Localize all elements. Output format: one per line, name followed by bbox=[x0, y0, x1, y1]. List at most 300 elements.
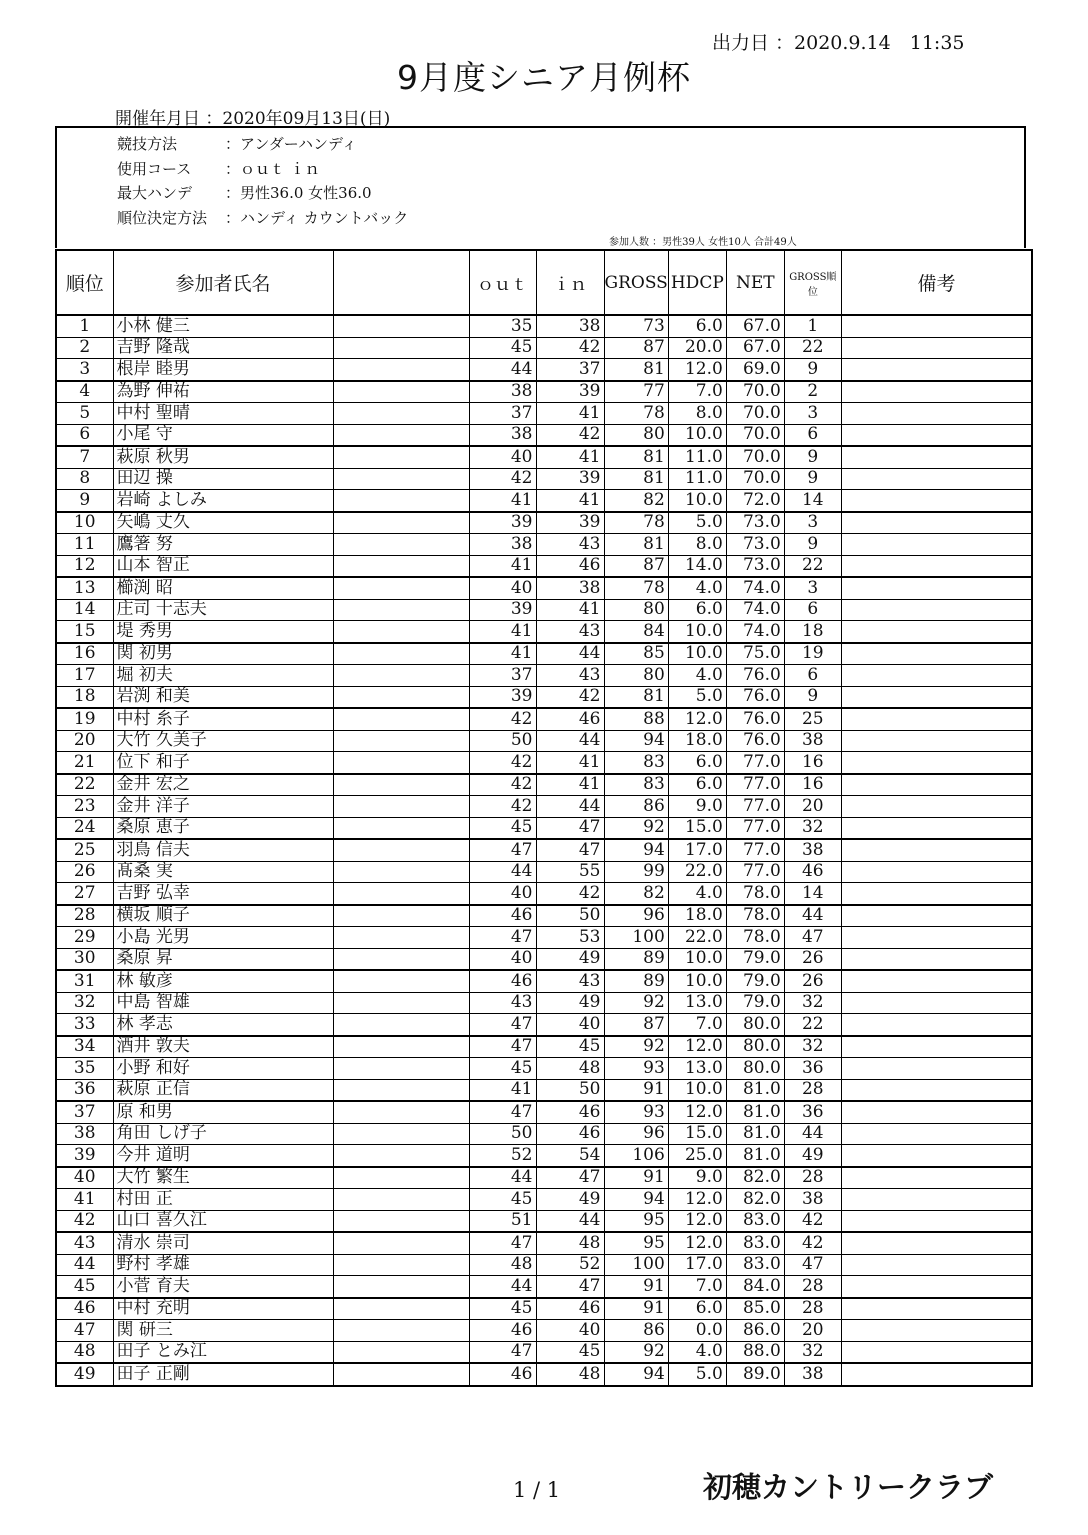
header-hdcp: HDCP bbox=[668, 250, 726, 315]
cell-in: 44 bbox=[536, 730, 604, 752]
table-row bbox=[56, 1058, 1032, 1080]
cell-gross-rank: 32 bbox=[784, 817, 841, 839]
cell-gross-rank: 38 bbox=[784, 1189, 841, 1211]
cell-gross: 94 bbox=[604, 730, 668, 752]
cell-remarks bbox=[841, 1058, 1032, 1080]
header-remarks: 備考 bbox=[841, 250, 1032, 315]
cell-name: 髙桑 実 bbox=[113, 861, 333, 883]
cell-remarks bbox=[841, 708, 1032, 730]
cell-hdcp: 18.0 bbox=[668, 905, 726, 927]
cell-in: 40 bbox=[536, 1320, 604, 1342]
table-row bbox=[56, 752, 1032, 774]
cell-name: 野村 孝雄 bbox=[113, 1254, 333, 1276]
table-row bbox=[56, 839, 1032, 861]
cell-name: 岩崎 よしみ bbox=[113, 490, 333, 512]
cell-remarks bbox=[841, 665, 1032, 687]
cell-name: 山本 智正 bbox=[113, 555, 333, 577]
cell-in: 38 bbox=[536, 577, 604, 599]
cell-gross-rank: 49 bbox=[784, 1145, 841, 1167]
cell-hdcp: 8.0 bbox=[668, 534, 726, 556]
cell-hdcp: 9.0 bbox=[668, 796, 726, 818]
cell-blank bbox=[333, 1123, 469, 1145]
cell-remarks bbox=[841, 555, 1032, 577]
cell-blank bbox=[333, 730, 469, 752]
cell-name: 村田 正 bbox=[113, 1189, 333, 1211]
cell-hdcp: 12.0 bbox=[668, 708, 726, 730]
cell-blank bbox=[333, 796, 469, 818]
cell-gross: 92 bbox=[604, 1341, 668, 1363]
cell-rank: 33 bbox=[56, 1014, 113, 1036]
cell-remarks bbox=[841, 1189, 1032, 1211]
cell-net: 85.0 bbox=[726, 1298, 784, 1320]
cell-remarks bbox=[841, 1254, 1032, 1276]
cell-gross: 96 bbox=[604, 905, 668, 927]
cell-rank: 20 bbox=[56, 730, 113, 752]
cell-rank: 12 bbox=[56, 555, 113, 577]
cell-hdcp: 10.0 bbox=[668, 643, 726, 665]
table-row bbox=[56, 905, 1032, 927]
cell-net: 80.0 bbox=[726, 1058, 784, 1080]
cell-gross: 96 bbox=[604, 1123, 668, 1145]
cell-remarks bbox=[841, 403, 1032, 425]
cell-remarks bbox=[841, 992, 1032, 1014]
cell-net: 74.0 bbox=[726, 577, 784, 599]
cell-rank: 37 bbox=[56, 1101, 113, 1123]
cell-rank: 47 bbox=[56, 1320, 113, 1342]
cell-in: 42 bbox=[536, 424, 604, 446]
cell-in: 47 bbox=[536, 817, 604, 839]
cell-in: 43 bbox=[536, 665, 604, 687]
cell-gross-rank: 28 bbox=[784, 1167, 841, 1189]
info-row-max-handicap bbox=[117, 182, 372, 203]
cell-net: 83.0 bbox=[726, 1210, 784, 1232]
cell-gross: 81 bbox=[604, 446, 668, 468]
cell-name: 鷹箸 努 bbox=[113, 534, 333, 556]
cell-out: 41 bbox=[469, 621, 536, 643]
cell-name: 羽鳥 信夫 bbox=[113, 839, 333, 861]
cell-blank bbox=[333, 1167, 469, 1189]
cell-gross: 89 bbox=[604, 970, 668, 992]
cell-in: 44 bbox=[536, 643, 604, 665]
cell-remarks bbox=[841, 752, 1032, 774]
cell-gross-rank: 20 bbox=[784, 796, 841, 818]
cell-blank bbox=[333, 1036, 469, 1058]
info-row-course bbox=[117, 158, 320, 179]
table-row bbox=[56, 1014, 1032, 1036]
cell-gross: 78 bbox=[604, 403, 668, 425]
table-row bbox=[56, 315, 1032, 337]
cell-gross-rank: 28 bbox=[784, 1276, 841, 1298]
cell-blank bbox=[333, 1079, 469, 1101]
cell-gross: 84 bbox=[604, 621, 668, 643]
cell-rank: 26 bbox=[56, 861, 113, 883]
cell-gross: 106 bbox=[604, 1145, 668, 1167]
club-name: 初穂カントリークラブ bbox=[703, 1470, 994, 1504]
cell-name: 桑原 昇 bbox=[113, 948, 333, 970]
cell-remarks bbox=[841, 861, 1032, 883]
cell-gross-rank: 26 bbox=[784, 970, 841, 992]
cell-gross: 81 bbox=[604, 534, 668, 556]
cell-out: 47 bbox=[469, 1232, 536, 1254]
cell-net: 76.0 bbox=[726, 686, 784, 708]
cell-remarks bbox=[841, 839, 1032, 861]
cell-remarks bbox=[841, 1167, 1032, 1189]
cell-name: 吉野 弘幸 bbox=[113, 883, 333, 905]
cell-gross: 78 bbox=[604, 577, 668, 599]
cell-in: 43 bbox=[536, 534, 604, 556]
cell-net: 75.0 bbox=[726, 643, 784, 665]
cell-net: 70.0 bbox=[726, 446, 784, 468]
table-row bbox=[56, 1276, 1032, 1298]
cell-gross-rank: 36 bbox=[784, 1058, 841, 1080]
cell-rank: 16 bbox=[56, 643, 113, 665]
cell-gross: 88 bbox=[604, 708, 668, 730]
info-row-method bbox=[117, 133, 357, 154]
cell-net: 73.0 bbox=[726, 534, 784, 556]
cell-net: 72.0 bbox=[726, 490, 784, 512]
cell-in: 46 bbox=[536, 555, 604, 577]
cell-name: 萩原 秋男 bbox=[113, 446, 333, 468]
cell-out: 41 bbox=[469, 555, 536, 577]
cell-rank: 18 bbox=[56, 686, 113, 708]
cell-blank bbox=[333, 1320, 469, 1342]
cell-name: 岩渕 和美 bbox=[113, 686, 333, 708]
cell-blank bbox=[333, 1276, 469, 1298]
cell-hdcp: 12.0 bbox=[668, 1101, 726, 1123]
cell-gross: 100 bbox=[604, 1254, 668, 1276]
cell-gross: 93 bbox=[604, 1058, 668, 1080]
cell-remarks bbox=[841, 948, 1032, 970]
cell-rank: 40 bbox=[56, 1167, 113, 1189]
cell-out: 37 bbox=[469, 403, 536, 425]
cell-name: 大竹 久美子 bbox=[113, 730, 333, 752]
cell-gross-rank: 32 bbox=[784, 1341, 841, 1363]
cell-hdcp: 5.0 bbox=[668, 1363, 726, 1386]
cell-blank bbox=[333, 1341, 469, 1363]
cell-gross: 83 bbox=[604, 774, 668, 796]
cell-remarks bbox=[841, 577, 1032, 599]
cell-blank bbox=[333, 1210, 469, 1232]
cell-out: 50 bbox=[469, 1123, 536, 1145]
cell-out: 44 bbox=[469, 359, 536, 381]
cell-name: 堤 秀男 bbox=[113, 621, 333, 643]
cell-gross: 95 bbox=[604, 1232, 668, 1254]
results-body bbox=[56, 315, 1032, 1386]
table-header-row bbox=[56, 250, 1032, 315]
cell-name: 田子 とみ江 bbox=[113, 1341, 333, 1363]
cell-name: 今井 道明 bbox=[113, 1145, 333, 1167]
cell-hdcp: 10.0 bbox=[668, 970, 726, 992]
cell-hdcp: 6.0 bbox=[668, 774, 726, 796]
cell-gross-rank: 42 bbox=[784, 1210, 841, 1232]
cell-name: 小林 健三 bbox=[113, 315, 333, 337]
cell-net: 79.0 bbox=[726, 992, 784, 1014]
cell-rank: 30 bbox=[56, 948, 113, 970]
cell-hdcp: 4.0 bbox=[668, 577, 726, 599]
cell-name: 櫛渕 昭 bbox=[113, 577, 333, 599]
cell-net: 78.0 bbox=[726, 883, 784, 905]
cell-blank bbox=[333, 315, 469, 337]
cell-in: 45 bbox=[536, 1036, 604, 1058]
cell-in: 55 bbox=[536, 861, 604, 883]
cell-remarks bbox=[841, 424, 1032, 446]
table-row bbox=[56, 1232, 1032, 1254]
cell-out: 40 bbox=[469, 883, 536, 905]
cell-out: 35 bbox=[469, 315, 536, 337]
cell-gross: 89 bbox=[604, 948, 668, 970]
cell-name: 位下 和子 bbox=[113, 752, 333, 774]
info-key: 順位決定方法 bbox=[117, 209, 208, 227]
cell-net: 88.0 bbox=[726, 1341, 784, 1363]
cell-in: 49 bbox=[536, 992, 604, 1014]
cell-remarks bbox=[841, 534, 1032, 556]
cell-gross-rank: 26 bbox=[784, 948, 841, 970]
cell-rank: 39 bbox=[56, 1145, 113, 1167]
table-row bbox=[56, 1167, 1032, 1189]
cell-remarks bbox=[841, 315, 1032, 337]
header-rank: 順位 bbox=[56, 250, 113, 315]
cell-gross-rank: 9 bbox=[784, 446, 841, 468]
cell-out: 52 bbox=[469, 1145, 536, 1167]
header-in: ｉｎ bbox=[536, 250, 604, 315]
info-row-ranking-method bbox=[117, 207, 408, 228]
cell-net: 77.0 bbox=[726, 839, 784, 861]
table-row bbox=[56, 555, 1032, 577]
cell-out: 45 bbox=[469, 1189, 536, 1211]
table-row bbox=[56, 948, 1032, 970]
held-date: 開催年月日 ：2020年09月13日(日) bbox=[115, 109, 391, 129]
cell-out: 44 bbox=[469, 1276, 536, 1298]
cell-out: 38 bbox=[469, 381, 536, 403]
cell-blank bbox=[333, 446, 469, 468]
cell-net: 70.0 bbox=[726, 424, 784, 446]
cell-gross-rank: 1 bbox=[784, 315, 841, 337]
cell-out: 37 bbox=[469, 665, 536, 687]
cell-gross: 82 bbox=[604, 490, 668, 512]
cell-net: 70.0 bbox=[726, 403, 784, 425]
cell-hdcp: 8.0 bbox=[668, 403, 726, 425]
cell-net: 86.0 bbox=[726, 1320, 784, 1342]
cell-blank bbox=[333, 1014, 469, 1036]
cell-name: 庄司 十志夫 bbox=[113, 599, 333, 621]
cell-in: 50 bbox=[536, 1079, 604, 1101]
cell-rank: 41 bbox=[56, 1189, 113, 1211]
table-row bbox=[56, 621, 1032, 643]
cell-remarks bbox=[841, 774, 1032, 796]
cell-blank bbox=[333, 861, 469, 883]
cell-hdcp: 15.0 bbox=[668, 817, 726, 839]
cell-gross-rank: 18 bbox=[784, 621, 841, 643]
cell-blank bbox=[333, 468, 469, 490]
table-row bbox=[56, 817, 1032, 839]
cell-out: 42 bbox=[469, 708, 536, 730]
cell-hdcp: 6.0 bbox=[668, 752, 726, 774]
cell-name: 中村 聖晴 bbox=[113, 403, 333, 425]
cell-out: 40 bbox=[469, 577, 536, 599]
cell-rank: 23 bbox=[56, 796, 113, 818]
table-row bbox=[56, 1320, 1032, 1342]
cell-out: 45 bbox=[469, 337, 536, 359]
cell-out: 39 bbox=[469, 512, 536, 534]
cell-gross-rank: 6 bbox=[784, 599, 841, 621]
cell-in: 48 bbox=[536, 1232, 604, 1254]
header-blank bbox=[333, 250, 469, 315]
cell-gross: 94 bbox=[604, 1189, 668, 1211]
cell-remarks bbox=[841, 1036, 1032, 1058]
cell-rank: 36 bbox=[56, 1079, 113, 1101]
cell-blank bbox=[333, 381, 469, 403]
cell-rank: 2 bbox=[56, 337, 113, 359]
cell-gross-rank: 32 bbox=[784, 1036, 841, 1058]
cell-blank bbox=[333, 1145, 469, 1167]
cell-in: 39 bbox=[536, 381, 604, 403]
cell-gross-rank: 3 bbox=[784, 512, 841, 534]
cell-name: 桑原 恵子 bbox=[113, 817, 333, 839]
cell-gross-rank: 19 bbox=[784, 643, 841, 665]
cell-gross-rank: 38 bbox=[784, 730, 841, 752]
cell-gross-rank: 2 bbox=[784, 381, 841, 403]
cell-hdcp: 5.0 bbox=[668, 686, 726, 708]
cell-name: 中村 糸子 bbox=[113, 708, 333, 730]
table-row bbox=[56, 730, 1032, 752]
cell-net: 83.0 bbox=[726, 1232, 784, 1254]
cell-net: 80.0 bbox=[726, 1036, 784, 1058]
cell-name: 横坂 順子 bbox=[113, 905, 333, 927]
cell-gross-rank: 25 bbox=[784, 708, 841, 730]
cell-name: 大竹 繁生 bbox=[113, 1167, 333, 1189]
cell-blank bbox=[333, 555, 469, 577]
cell-remarks bbox=[841, 1341, 1032, 1363]
table-row bbox=[56, 883, 1032, 905]
cell-name: 清水 崇司 bbox=[113, 1232, 333, 1254]
cell-gross: 85 bbox=[604, 643, 668, 665]
cell-gross: 92 bbox=[604, 817, 668, 839]
cell-name: 堀 初夫 bbox=[113, 665, 333, 687]
table-row bbox=[56, 1079, 1032, 1101]
cell-hdcp: 20.0 bbox=[668, 337, 726, 359]
cell-remarks bbox=[841, 381, 1032, 403]
cell-rank: 8 bbox=[56, 468, 113, 490]
cell-out: 47 bbox=[469, 927, 536, 949]
output-date: 出力日 ：2020.9.14 11:35 bbox=[712, 32, 965, 54]
cell-gross-rank: 20 bbox=[784, 1320, 841, 1342]
cell-gross: 95 bbox=[604, 1210, 668, 1232]
cell-remarks bbox=[841, 1276, 1032, 1298]
cell-gross: 82 bbox=[604, 883, 668, 905]
cell-gross-rank: 36 bbox=[784, 1101, 841, 1123]
cell-hdcp: 4.0 bbox=[668, 665, 726, 687]
results-table bbox=[55, 249, 1033, 1387]
cell-rank: 6 bbox=[56, 424, 113, 446]
cell-gross: 99 bbox=[604, 861, 668, 883]
cell-net: 77.0 bbox=[726, 817, 784, 839]
cell-gross-rank: 47 bbox=[784, 927, 841, 949]
cell-hdcp: 6.0 bbox=[668, 1298, 726, 1320]
cell-remarks bbox=[841, 1123, 1032, 1145]
cell-gross-rank: 9 bbox=[784, 359, 841, 381]
cell-name: 小尾 守 bbox=[113, 424, 333, 446]
cell-rank: 28 bbox=[56, 905, 113, 927]
cell-out: 46 bbox=[469, 1363, 536, 1386]
table-row bbox=[56, 1254, 1032, 1276]
table-row bbox=[56, 1189, 1032, 1211]
cell-name: 萩原 正信 bbox=[113, 1079, 333, 1101]
cell-hdcp: 17.0 bbox=[668, 1254, 726, 1276]
cell-gross: 94 bbox=[604, 839, 668, 861]
cell-out: 41 bbox=[469, 643, 536, 665]
cell-remarks bbox=[841, 337, 1032, 359]
cell-rank: 27 bbox=[56, 883, 113, 905]
cell-net: 70.0 bbox=[726, 381, 784, 403]
cell-name: 小野 和好 bbox=[113, 1058, 333, 1080]
table-row bbox=[56, 927, 1032, 949]
cell-in: 42 bbox=[536, 883, 604, 905]
cell-remarks bbox=[841, 817, 1032, 839]
cell-gross-rank: 38 bbox=[784, 839, 841, 861]
cell-out: 48 bbox=[469, 1254, 536, 1276]
cell-hdcp: 22.0 bbox=[668, 927, 726, 949]
cell-rank: 45 bbox=[56, 1276, 113, 1298]
cell-hdcp: 11.0 bbox=[668, 468, 726, 490]
cell-rank: 46 bbox=[56, 1298, 113, 1320]
cell-out: 46 bbox=[469, 970, 536, 992]
table-row bbox=[56, 1123, 1032, 1145]
cell-gross: 80 bbox=[604, 424, 668, 446]
info-key: 使用コース bbox=[117, 160, 192, 178]
cell-name: 小島 光男 bbox=[113, 927, 333, 949]
cell-out: 45 bbox=[469, 1298, 536, 1320]
table-row bbox=[56, 970, 1032, 992]
cell-blank bbox=[333, 337, 469, 359]
cell-blank bbox=[333, 1254, 469, 1276]
cell-net: 78.0 bbox=[726, 927, 784, 949]
cell-remarks bbox=[841, 796, 1032, 818]
cell-hdcp: 7.0 bbox=[668, 381, 726, 403]
cell-rank: 14 bbox=[56, 599, 113, 621]
cell-blank bbox=[333, 839, 469, 861]
cell-hdcp: 12.0 bbox=[668, 1232, 726, 1254]
cell-remarks bbox=[841, 1298, 1032, 1320]
cell-remarks bbox=[841, 927, 1032, 949]
table-row bbox=[56, 643, 1032, 665]
header-out: ｏｕｔ bbox=[469, 250, 536, 315]
cell-net: 82.0 bbox=[726, 1189, 784, 1211]
cell-remarks bbox=[841, 1145, 1032, 1167]
cell-hdcp: 7.0 bbox=[668, 1014, 726, 1036]
cell-net: 81.0 bbox=[726, 1101, 784, 1123]
cell-blank bbox=[333, 1232, 469, 1254]
table-row bbox=[56, 381, 1032, 403]
cell-remarks bbox=[841, 446, 1032, 468]
cell-remarks bbox=[841, 621, 1032, 643]
cell-gross-rank: 6 bbox=[784, 424, 841, 446]
table-row bbox=[56, 424, 1032, 446]
cell-out: 51 bbox=[469, 1210, 536, 1232]
cell-hdcp: 10.0 bbox=[668, 424, 726, 446]
cell-net: 73.0 bbox=[726, 512, 784, 534]
cell-in: 41 bbox=[536, 774, 604, 796]
cell-in: 43 bbox=[536, 970, 604, 992]
cell-in: 41 bbox=[536, 599, 604, 621]
competition-info-box bbox=[55, 126, 1026, 248]
cell-rank: 31 bbox=[56, 970, 113, 992]
cell-hdcp: 9.0 bbox=[668, 1167, 726, 1189]
cell-name: 関 初男 bbox=[113, 643, 333, 665]
cell-out: 41 bbox=[469, 1079, 536, 1101]
cell-gross: 87 bbox=[604, 337, 668, 359]
cell-out: 43 bbox=[469, 992, 536, 1014]
info-value: ：ハンディ カウントバック bbox=[225, 209, 409, 227]
